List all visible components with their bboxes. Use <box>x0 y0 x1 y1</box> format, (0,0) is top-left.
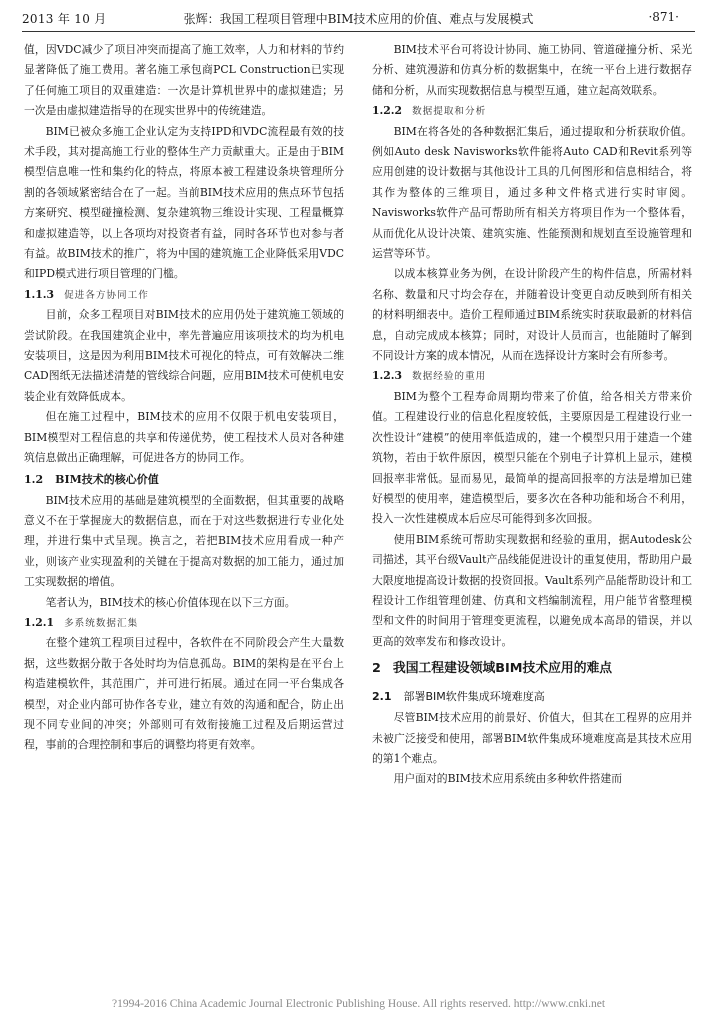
issue-date: 2013 年 10 月 <box>22 12 107 26</box>
paragraph: 以成本核算业务为例，在设计阶段产生的构件信息，所需材料名称、数量和尺寸均会存在，并随着设计变更自动反映到所有相关的材料明细表中。造价工程师通过BIM系统实时获取最新的材料信息，自动完成成本核算；同时，对设计人员而言，也能随时了解到不同设计方案的成本情况，从而在选择设计方案时会有所参考。 <box>372 267 692 363</box>
section-heading-1-2 <box>24 469 344 491</box>
section-title: 促进各方协同工作 <box>64 289 149 301</box>
paragraph: BIM为整个工程寿命周期均带来了价值，给各相关方带来价值。工程建设行业的信息化程度较低，主要原因是工程建设行业一次性设计“建模”的使用率低造成的，建一个模型只用于建造一个建筑物，若由于软件原因，模型只能在个别电子计算机上显示，建模回报率非常低。显而易见，最简单的提高回报率的方法是增加已建好模型的使用率，建造模型后，要多次在各种功能和场合不利用，投入一次性建模成本后应尽可能得到多次回报。 <box>372 389 692 526</box>
section-heading-1-2-3 <box>372 366 692 386</box>
paragraph: BIM技术应用的基础是建筑模型的全面数据，但其重要的战略意义不在于掌握庞大的数据信息，而在于对这些数据进行专业化处理，并进行集中式呈现。换言之，若把BIM技术应用看成一种产业，则该产业实现盈利的关键在于提高对数据的加工能力，通过加工实现数据的增值。 <box>24 493 344 589</box>
paragraph: 笔者认为，BIM技术的核心价值体现在以下三方面。 <box>45 595 296 609</box>
copyright-footer: ?1994-2016 China Academic Journal Electronic Publishing House. All rights reserved. http://www.cnki.net <box>111 998 606 1010</box>
paragraph: BIM已被众多施工企业认定为支持IPD和VDC流程最有效的技术手段，其对提高施工行业的整体生产力贡献重大。正是由于BIM模型信息唯一性和集约化的特点，将原本被工程建设条块管理所分割的各领域紧密结合在了一起。当前BIM技术应用的焦点环节包括方案研究、模型碰撞检测、复杂建筑物三维设计实现、工程量概算和虚拟建造等，以上各项均对投资者有益，同时各环节也对参与者有益。故BIM技术的推广，将为中国的建筑施工企业降低采用VDC和IPD模式进行项目管理的门槛。 <box>24 124 344 281</box>
paragraph: 但在施工过程中，BIM技术的应用不仅限于机电安装项目，BIM模型对工程信息的共享和传递优势，使工程技术人员对各种建筑信息做出正确理解，可促进各方的协同工作。 <box>24 410 344 465</box>
section-heading-2-1 <box>372 686 692 708</box>
section-number: 1.2.3 <box>372 369 403 383</box>
right-column <box>372 40 692 790</box>
section-number: 2 <box>372 661 381 677</box>
running-title: 张辉：我国工程项目管理中BIM技术应用的价值、难点与发展模式 <box>183 12 534 26</box>
paragraph: 在整个建筑工程项目过程中，各软件在不同阶段会产生大量数据，这些数据分散于各处时均为信息孤岛。BIM的架构是在平台上构造建模软件，其范围广，并可进行拓展。通过在同一平台集成各模型，对企业内部可协作各专业，建立有效的沟通和配合，防止出现不同专业间的冲突；外部则可有效衔接施工过程及后期运营过程，事前的合理控制和事后的调整均将更有效率。 <box>24 636 344 752</box>
section-title: BIM技术的核心价值 <box>55 472 159 486</box>
section-heading-2 <box>372 658 692 680</box>
section-title: 数据经验的重用 <box>412 371 487 383</box>
paragraph: 值，因VDC减少了项目冲突而提高了施工效率，人力和材料的节约显著降低了施工费用。著名施工承包商PCL Construction已实现了任何施工项目的双重建造：一次是计算机世界中的虚拟建造；另一次是由虚拟建造指导的在现实世界中的传统建造。 <box>24 43 344 118</box>
section-number: 1.2.1 <box>24 615 55 629</box>
section-number: 1.2.2 <box>372 104 403 118</box>
paragraph: 用户面对的BIM技术应用系统由多种软件搭建而 <box>393 772 622 786</box>
paragraph: 尽管BIM技术应用的前景好、价值大，但其在工程界的应用并未被广泛接受和使用，部署BIM软件集成环境难度高是其技术应用的第1个难点。 <box>372 711 692 765</box>
paragraph: BIM技术平台可将设计协同、施工协同、管道碰撞分析、采光分析、建筑漫游和仿真分析的数据集中，在统一平台上进行数据存储和分析，从而实现数据信息与模型互通，建立起高效联系。 <box>372 43 692 97</box>
left-column <box>24 40 344 756</box>
section-number: 1.2 <box>24 472 44 486</box>
section-number: 2.1 <box>372 690 392 704</box>
section-number: 1.1.3 <box>24 287 55 301</box>
paragraph: 使用BIM系统可帮助实现数据和经验的重用，据Autodesk公司描述，其平台级Vault产品线能促进设计的重复使用，帮助用户最大限度地提高设计数据的投资回报。Vault系列产品能帮助设计和工程设计工作组管理创建、仿真和文档编制流程，用户能节省整理模型和文件的时间用于管理变更流程，以避免成本高昂的错误，并以更高的效率发布和修改设计。 <box>372 532 692 648</box>
section-heading-1-1-3 <box>24 285 344 305</box>
section-heading-1-2-2 <box>372 101 692 121</box>
paragraph: BIM在将各处的各种数据汇集后，通过提取和分析获取价值。例如Auto desk Navisworks软件能将Auto CAD和Revit系列等应用创建的设计数据与其他设计工具的几何图形和信息相结合，将其作为整体的三维项目，通过多种文件格式进行实时审阅。Navisworks软件产品可帮助所有相关方将项目作为一个整体看，从而优化从设计决策、建筑实施、性能预测和规划直至设施管理和运营等环节。 <box>372 124 692 261</box>
section-title: 我国工程建设领域BIM技术应用的难点 <box>392 661 613 677</box>
header-rule <box>22 31 695 32</box>
section-title: 多系统数据汇集 <box>64 617 139 629</box>
section-title: 部署BIM软件集成环境难度高 <box>403 690 545 704</box>
page-header <box>0 0 717 32</box>
paragraph: 目前，众多工程项目对BIM技术的应用仍处于建筑施工领域的尝试阶段。在我国建筑企业中，率先普遍应用该项技术的均为机电安装项目，这是因为利用BIM技术可视化的特点，可有效解决二维CAD图纸无法描述清楚的管线综合问题，应用BIM技术可使机电安装企业有效降低成本。 <box>24 308 344 403</box>
page-number: ·871· <box>648 10 679 24</box>
section-title: 数据提取和分析 <box>412 106 487 118</box>
section-heading-1-2-1 <box>24 613 344 633</box>
